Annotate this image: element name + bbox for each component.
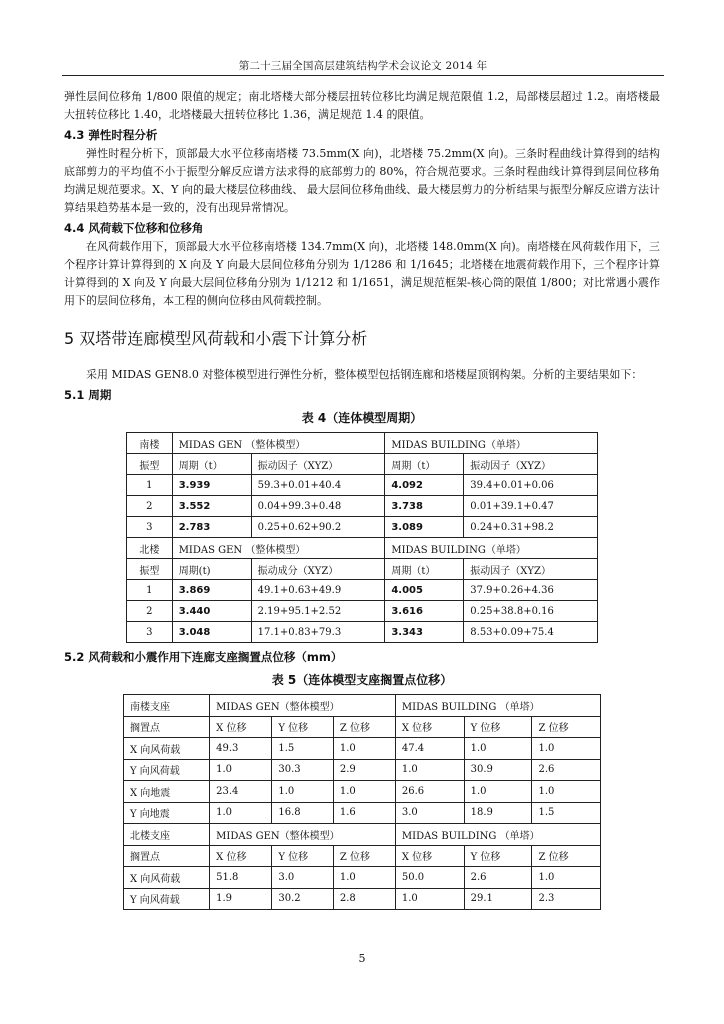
table-cell: 2: [127, 496, 173, 517]
table-5-south: [124, 695, 601, 824]
heading-5-1: 5.1 周期: [64, 388, 112, 402]
table-cell: 振型: [127, 454, 173, 475]
table-cell: 1.9: [210, 888, 272, 910]
table-cell: 2.9: [333, 759, 395, 781]
table-cell: 0.01+39.1+0.47: [464, 496, 598, 517]
table-cell: 30.2: [272, 888, 333, 910]
table-cell: 16.8: [272, 802, 333, 824]
table-cell: 2.6: [532, 759, 601, 781]
table-cell: 23.4: [210, 781, 272, 803]
table-cell: 50.0: [395, 867, 464, 889]
table-cell: Y 位移: [272, 716, 333, 738]
period-value: 3.939: [178, 479, 211, 491]
table-cell: X 向风荷载: [124, 738, 210, 760]
table-cell: 2.8: [333, 888, 395, 910]
heading-4-3: 4.3 弹性时程分析: [64, 128, 158, 142]
table-row: [127, 559, 598, 580]
running-header: 第二十三届全国高层建筑结构学术会议论文 2014 年: [238, 60, 488, 72]
table-cell: 振动因子（XYZ）: [251, 454, 385, 475]
table-cell: Z 位移: [532, 845, 601, 867]
table-5-caption: 表 5（连体模型支座搁置点位移）: [271, 673, 453, 687]
table-cell: 1.6: [333, 802, 395, 824]
table-cell: Y 位移: [272, 845, 333, 867]
table-cell: 1.0: [532, 867, 601, 889]
table-cell: Y 向风荷载: [124, 888, 210, 910]
table-cell: [172, 496, 251, 517]
period-value: 3.616: [391, 605, 423, 617]
table-row: [124, 802, 601, 824]
table-cell: 59.3+0.01+40.4: [251, 475, 385, 496]
table-row: [124, 845, 601, 867]
table-cell: 0.24+0.31+98.2: [464, 517, 598, 538]
table-cell: 1.0: [272, 781, 333, 803]
table-cell: 1.0: [333, 867, 395, 889]
period-value: 3.738: [391, 500, 423, 512]
table-row: [124, 888, 601, 910]
table-row: [127, 454, 598, 475]
table-cell: 29.1: [464, 888, 532, 910]
table-cell: 振动因子（XYZ）: [464, 454, 598, 475]
table-cell: [172, 622, 251, 643]
table-cell: 搁置点: [124, 716, 210, 738]
table-cell: 1.0: [464, 781, 532, 803]
table-cell: [172, 475, 251, 496]
table-cell: 1.0: [532, 781, 601, 803]
table-cell: MIDAS BUILDING （单塔）: [395, 824, 600, 846]
table-cell: X 位移: [210, 845, 272, 867]
table-cell: 振动因子（XYZ）: [464, 559, 598, 580]
heading-5-2: 5.2 风荷载和小震作用下连廊支座搁置点位移（mm）: [64, 650, 343, 664]
table-cell: [385, 580, 464, 601]
period-value: 3.343: [391, 626, 423, 638]
table-cell: MIDAS GEN （整体模型）: [172, 433, 385, 454]
paragraph-section-5-intro: 采用 MIDAS GEN8.0 对整体模型进行弹性分析，整体模型包括钢连廊和塔楼屋顶钢构架。分析的主要结果如下：: [86, 368, 643, 381]
period-value: 3.089: [391, 521, 423, 533]
table-cell: 1: [127, 580, 173, 601]
table-cell: [385, 517, 464, 538]
period-value: 3.552: [178, 500, 211, 512]
table-cell: 1.5: [272, 738, 333, 760]
table-cell: 周期（t）: [385, 559, 464, 580]
table-cell: [172, 580, 251, 601]
table-cell: 周期（t）: [385, 454, 464, 475]
table-cell: X 向风荷载: [124, 867, 210, 889]
table-cell: 振动成分（XYZ）: [251, 559, 385, 580]
table-row: [124, 695, 601, 717]
paragraph-time-history: 弹性时程分析下，顶部最大水平位移南塔楼 73.5mm(X 向)，北塔楼 75.2mm(X 向)。三条时程曲线计算得到的结构底部剪力的平均值不小于振型分解反应谱方法求得的底部剪力的 80%，符合规范要求。三条时程曲线计算得到层间位移角均满足规范要求。X、Y 向的最大楼层位移曲线、 最大层间位移角曲线、最大楼层剪力的分析结果与振型分解反应谱方法计算结果趋势基本是一致的，没有出现异常情况。: [64, 147, 660, 214]
table-cell: [385, 601, 464, 622]
table-row: [124, 781, 601, 803]
table-cell: 26.6: [395, 781, 464, 803]
table-cell: 1.0: [532, 738, 601, 760]
table-cell: MIDAS GEN（整体模型）: [210, 695, 396, 717]
table-4-caption: 表 4（连体模型周期）: [301, 411, 423, 425]
table-cell: 17.1+0.83+79.3: [251, 622, 385, 643]
table-cell: 0.04+99.3+0.48: [251, 496, 385, 517]
table-cell: 周期(t): [172, 559, 251, 580]
table-row: [127, 580, 598, 601]
table-row: [124, 759, 601, 781]
table-cell: 北楼支座: [124, 824, 210, 846]
table-cell: 47.4: [395, 738, 464, 760]
table-cell: [172, 517, 251, 538]
table-cell: 3.0: [395, 802, 464, 824]
table-5-support-displacement: [123, 694, 601, 910]
period-value: 2.783: [178, 521, 211, 533]
heading-4-4: 4.4 风荷载下位移和位移角: [64, 221, 204, 235]
table-cell: Z 位移: [532, 716, 601, 738]
table-cell: 南楼: [127, 433, 173, 454]
table-cell: 北楼: [127, 538, 173, 559]
body-content: [64, 88, 660, 910]
table-row: [127, 622, 598, 643]
period-value: 3.869: [178, 584, 211, 596]
table-cell: Z 位移: [333, 716, 395, 738]
table-cell: 1.5: [532, 802, 601, 824]
table-row: [124, 716, 601, 738]
table-cell: 49.1+0.63+49.9: [251, 580, 385, 601]
table-cell: 1.0: [210, 759, 272, 781]
table-cell: 39.4+0.01+0.06: [464, 475, 598, 496]
table-cell: X 位移: [395, 716, 464, 738]
table-row: [124, 738, 601, 760]
period-value: 4.092: [391, 479, 423, 491]
table-row: [127, 538, 598, 559]
table-cell: 搁置点: [124, 845, 210, 867]
table-cell: 30.9: [464, 759, 532, 781]
table-cell: MIDAS BUILDING （单塔）: [395, 695, 600, 717]
period-value: 4.005: [391, 584, 423, 596]
paragraph-torsion: 弹性层间位移角 1/800 限值的规定；南北塔楼大部分楼层扭转位移比均满足规范限值 1.2，局部楼层超过 1.2。南塔楼最大扭转位移比 1.40，北塔楼最大扭转位移比 1.36，满足规范 1.4 的限值。: [64, 90, 660, 121]
table-cell: 2.6: [464, 867, 532, 889]
table-cell: 8.53+0.09+75.4: [464, 622, 598, 643]
table-cell: 1.0: [333, 781, 395, 803]
table-cell: Z 位移: [333, 845, 395, 867]
table-cell: Y 向风荷载: [124, 759, 210, 781]
table-cell: 0.25+0.62+90.2: [251, 517, 385, 538]
table-cell: 2.19+95.1+2.52: [251, 601, 385, 622]
table-cell: Y 位移: [464, 845, 532, 867]
table-row: [127, 601, 598, 622]
table-cell: X 向地震: [124, 781, 210, 803]
table-row: [127, 517, 598, 538]
table-cell: 1.0: [395, 759, 464, 781]
table-cell: 1.0: [333, 738, 395, 760]
table-cell: [385, 475, 464, 496]
table-row: [127, 433, 598, 454]
table-cell: 0.25+38.8+0.16: [464, 601, 598, 622]
table-cell: 1.0: [395, 888, 464, 910]
table-cell: 49.3: [210, 738, 272, 760]
table-cell: 3: [127, 622, 173, 643]
table-4-south: [127, 433, 598, 538]
paragraph-wind-displacement: 在风荷载作用下，顶部最大水平位移南塔楼 134.7mm(X 向)，北塔楼 148.0mm(X 向)。南塔楼在风荷载作用下，三个程序计算计算得到的 X 向及 Y 向最大层间位移角分别为 1/1286 和 1/1645；北塔楼在地震荷载作用下，三个程序计算计算得到的 X 向及 Y 向最大层间位移角分别为 1/1212 和 1/1651，满足规范框架-核心筒的限值 1/800；对比常遇小震作用下的层间位移角，本工程的侧向位移由风荷载控制。: [64, 240, 660, 307]
table-cell: X 位移: [395, 845, 464, 867]
table-cell: 18.9: [464, 802, 532, 824]
table-cell: [385, 496, 464, 517]
table-row: [124, 824, 601, 846]
page-number: 5: [358, 952, 366, 965]
table-4-period: [126, 432, 598, 643]
table-cell: 1.0: [210, 802, 272, 824]
table-cell: MIDAS GEN （整体模型）: [172, 538, 385, 559]
table-cell: 1.0: [464, 738, 532, 760]
heading-5: 5 双塔带连廊模型风荷载和小震下计算分析: [64, 329, 368, 348]
table-cell: 51.8: [210, 867, 272, 889]
table-cell: 3: [127, 517, 173, 538]
header-rule: [62, 75, 664, 76]
table-cell: MIDAS BUILDING（单塔）: [385, 538, 598, 559]
table-cell: 2.3: [532, 888, 601, 910]
table-cell: 30.3: [272, 759, 333, 781]
table-cell: 南楼支座: [124, 695, 210, 717]
table-cell: 振型: [127, 559, 173, 580]
table-cell: MIDAS GEN（整体模型）: [210, 824, 396, 846]
table-cell: 3.0: [272, 867, 333, 889]
table-cell: 2: [127, 601, 173, 622]
table-row: [127, 496, 598, 517]
table-cell: 37.9+0.26+4.36: [464, 580, 598, 601]
table-4-north: [127, 538, 598, 643]
table-cell: Y 向地震: [124, 802, 210, 824]
table-row: [124, 867, 601, 889]
table-cell: [172, 601, 251, 622]
table-cell: Y 位移: [464, 716, 532, 738]
table-cell: MIDAS BUILDING（单塔）: [385, 433, 598, 454]
table-cell: [385, 622, 464, 643]
table-cell: 1: [127, 475, 173, 496]
period-value: 3.048: [178, 626, 211, 638]
period-value: 3.440: [178, 605, 211, 617]
table-cell: X 位移: [210, 716, 272, 738]
table-cell: 周期（t）: [172, 454, 251, 475]
table-row: [127, 475, 598, 496]
table-5-north: [124, 824, 601, 910]
